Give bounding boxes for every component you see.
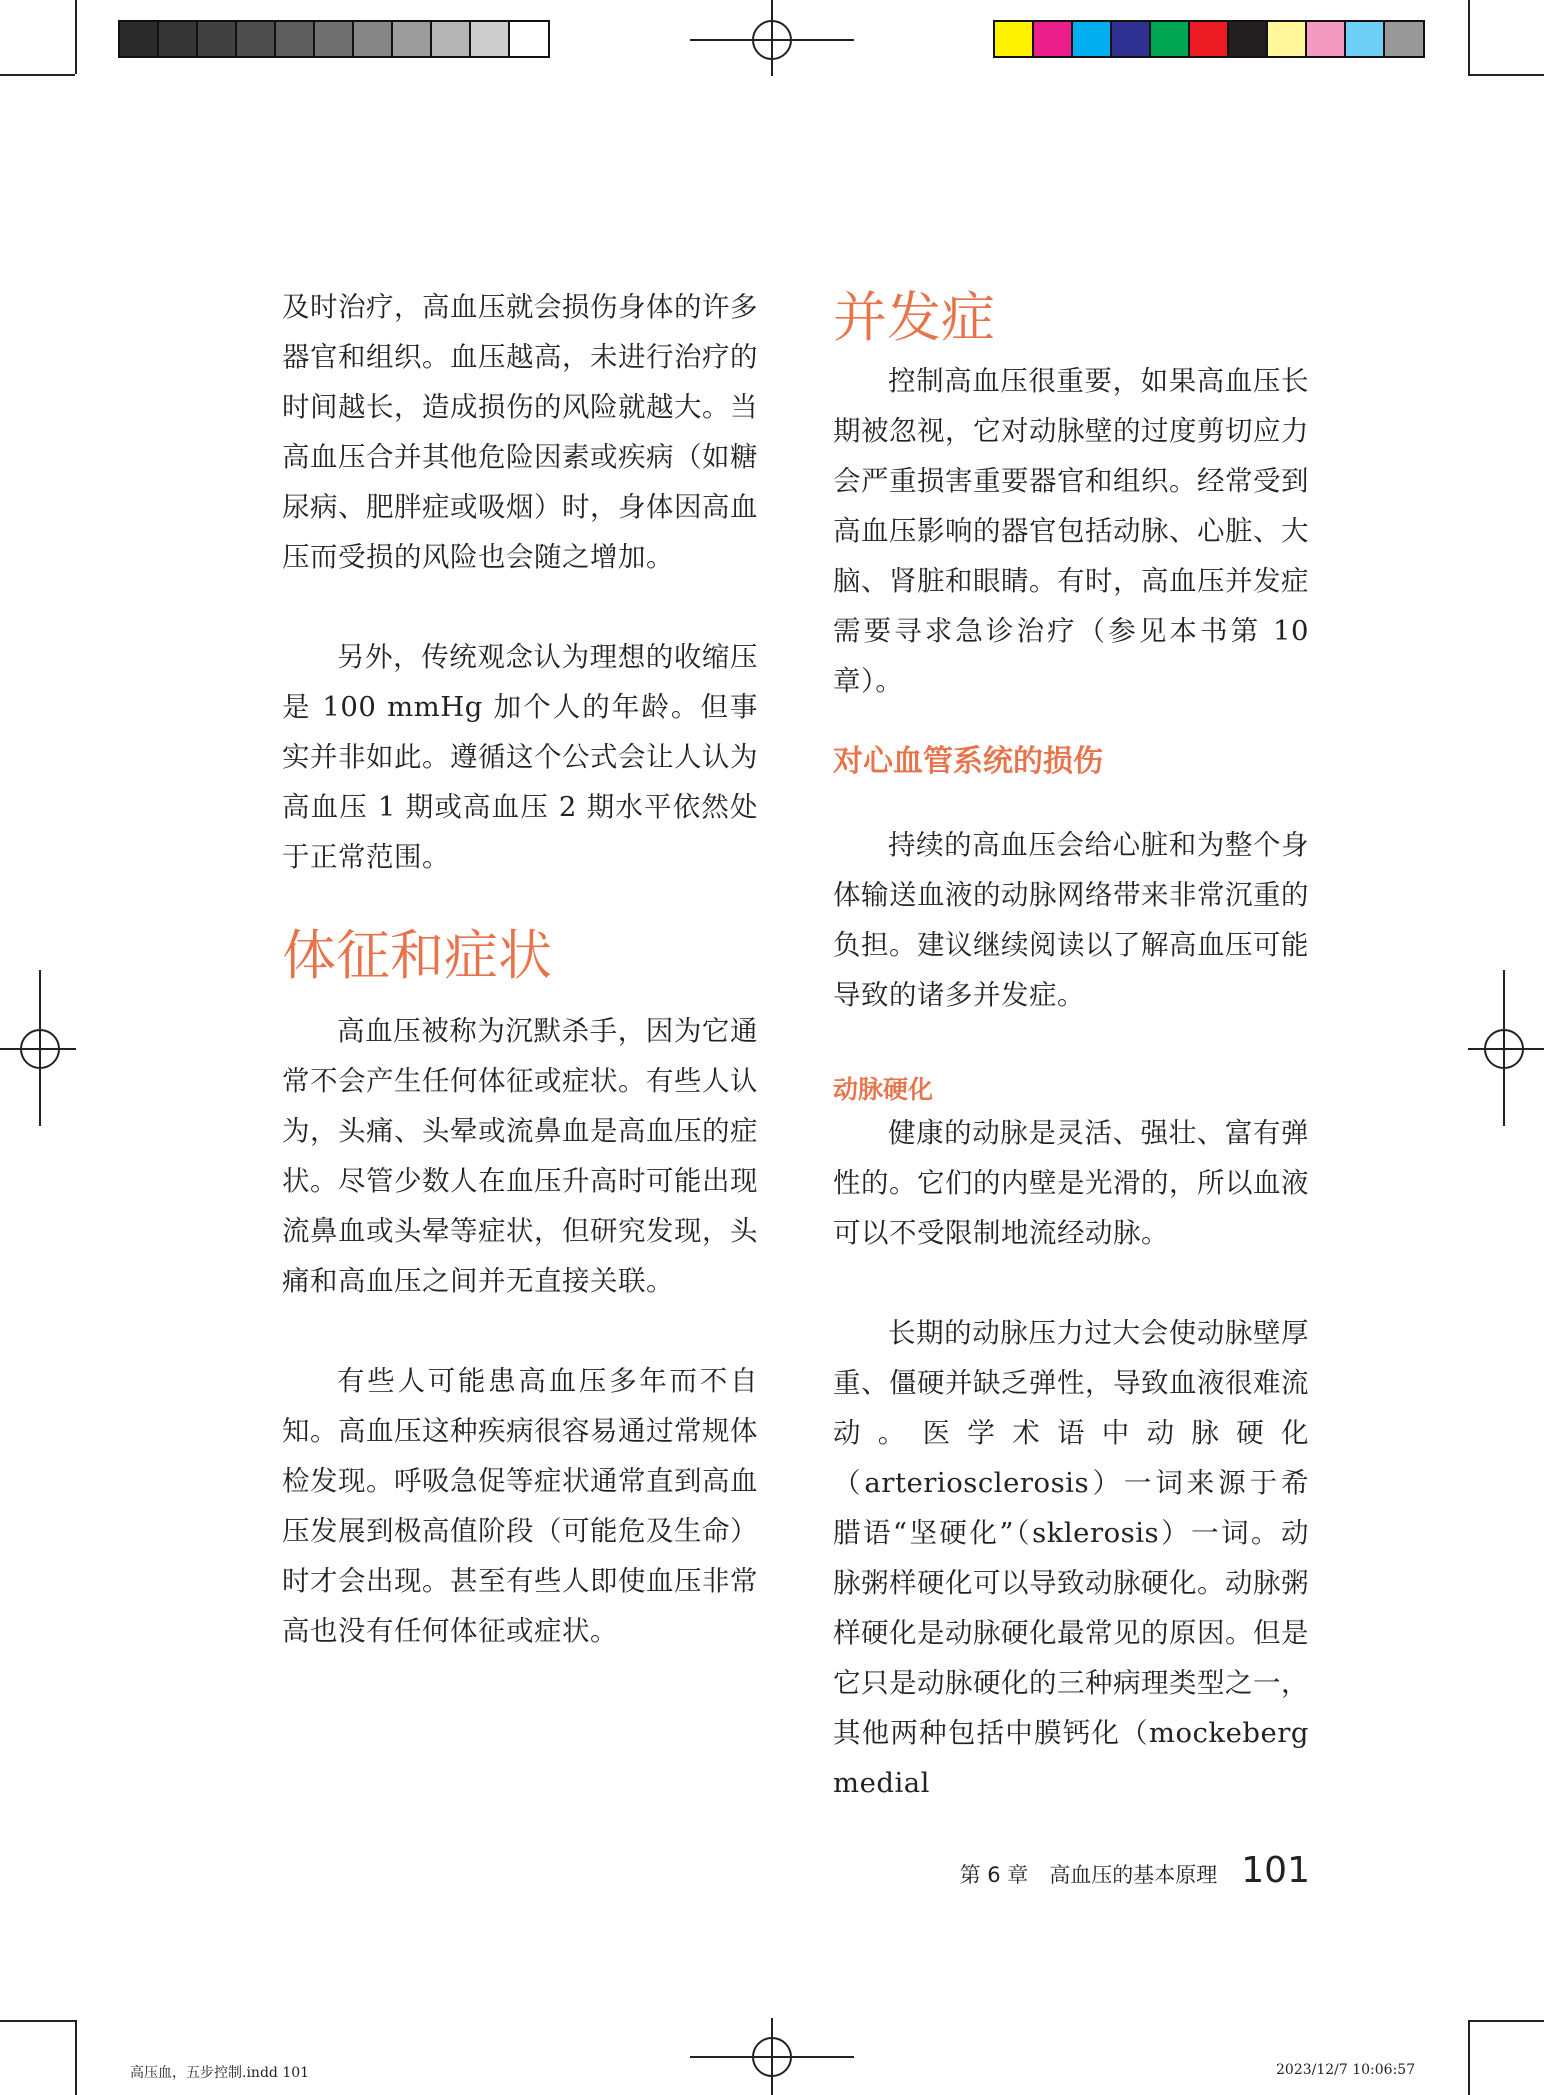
- color-swatch: [1307, 22, 1346, 56]
- gray-swatch: [315, 22, 354, 56]
- chapter-label: 第 6 章 高血压的基本原理: [959, 1863, 1218, 1887]
- color-swatch: [1268, 22, 1307, 56]
- grayscale-color-bar: [118, 20, 550, 58]
- color-swatch: [1151, 22, 1190, 56]
- paragraph: 高血压被称为沉默杀手，因为它通常不会产生任何体征或症状。有些人认为，头痛、头晕或流鼻血是高血压的症状。尽管少数人在血压升高时可能出现流鼻血或头晕等症状，但研究发现，头痛和高血压之间并无直接关联。: [282, 1015, 758, 1297]
- gray-swatch: [237, 22, 276, 56]
- color-swatch: [1346, 22, 1385, 56]
- paragraph: 另外，传统观念认为理想的收缩压是 100 mmHg 加个人的年龄。但事实并非如此。遵循这个公式会让人认为高血压 1 期或高血压 2 期水平依然处于正常范围。: [282, 641, 758, 873]
- subheading-cardiovascular-damage: 对心血管系统的损伤: [833, 744, 1103, 779]
- paragraph: 长期的动脉压力过大会使动脉壁厚重、僵硬并缺乏弹性，导致血液很难流动。医学术语中动脉硬化（arteriosclerosis）一词来源于希腊语“坚硬化”（sklerosis）一词。动脉粥样硬化可以导致动脉硬化。动脉粥样硬化是动脉硬化最常见的原因。但是它只是动脉硬化的三种病理类型之一，其他两种包括中膜钙化（mockeberg medial: [833, 1317, 1309, 1799]
- paragraph: 及时治疗，高血压就会损伤身体的许多器官和组织。血压越高，未进行治疗的时间越长，造成损伤的风险就越大。当高血压合并其他危险因素或疾病（如糖尿病、肥胖症或吸烟）时，身体因高血压而受损的风险也会随之增加。: [282, 291, 758, 573]
- gray-swatch: [198, 22, 237, 56]
- color-swatch: [1229, 22, 1268, 56]
- process-color-bar: [993, 20, 1425, 58]
- right-column: [833, 288, 1309, 1808]
- gray-swatch: [120, 22, 159, 56]
- color-swatch: [1112, 22, 1151, 56]
- slug-timestamp: 2023/12/7 10:06:57: [1276, 2062, 1416, 2078]
- gray-swatch: [471, 22, 510, 56]
- color-swatch: [995, 22, 1034, 56]
- paragraph: 持续的高血压会给心脏和为整个身体输送血液的动脉网络带来非常沉重的负担。建议继续阅读以了解高血压可能导致的诸多并发症。: [833, 829, 1309, 1011]
- gray-swatch: [393, 22, 432, 56]
- section-heading-complications: 并发症: [833, 286, 995, 349]
- page-footer: [940, 1850, 1310, 1900]
- section-heading-signs-symptoms: 体征和症状: [282, 924, 552, 987]
- color-swatch: [1190, 22, 1229, 56]
- paragraph: 控制高血压很重要，如果高血压长期被忽视，它对动脉壁的过度剪切应力会严重损害重要器官和组织。经常受到高血压影响的器官包括动脉、心脏、大脑、肾脏和眼睛。有时，高血压并发症需要寻求急诊治疗（参见本书第 10 章）。: [833, 365, 1309, 697]
- color-swatch: [1073, 22, 1112, 56]
- gray-swatch: [159, 22, 198, 56]
- color-swatch: [1385, 22, 1423, 56]
- color-swatch: [1034, 22, 1073, 56]
- paragraph: 健康的动脉是灵活、强壮、富有弹性的。它们的内壁是光滑的，所以血液可以不受限制地流经动脉。: [833, 1117, 1309, 1249]
- gray-swatch: [432, 22, 471, 56]
- gray-swatch: [276, 22, 315, 56]
- left-column: [282, 282, 758, 1656]
- subheading-arteriosclerosis: 动脉硬化: [833, 1075, 934, 1104]
- gray-swatch: [354, 22, 393, 56]
- slug-file-name: 高压血，五步控制.indd 101: [130, 2065, 310, 2081]
- paragraph: 有些人可能患高血压多年而不自知。高血压这种疾病很容易通过常规体检发现。呼吸急促等症状通常直到高血压发展到极高值阶段（可能危及生命）时才会出现。甚至有些人即使血压非常高也没有任何体征或症状。: [282, 1365, 758, 1647]
- gray-swatch: [510, 22, 548, 56]
- page-number: 101: [1241, 1850, 1310, 1891]
